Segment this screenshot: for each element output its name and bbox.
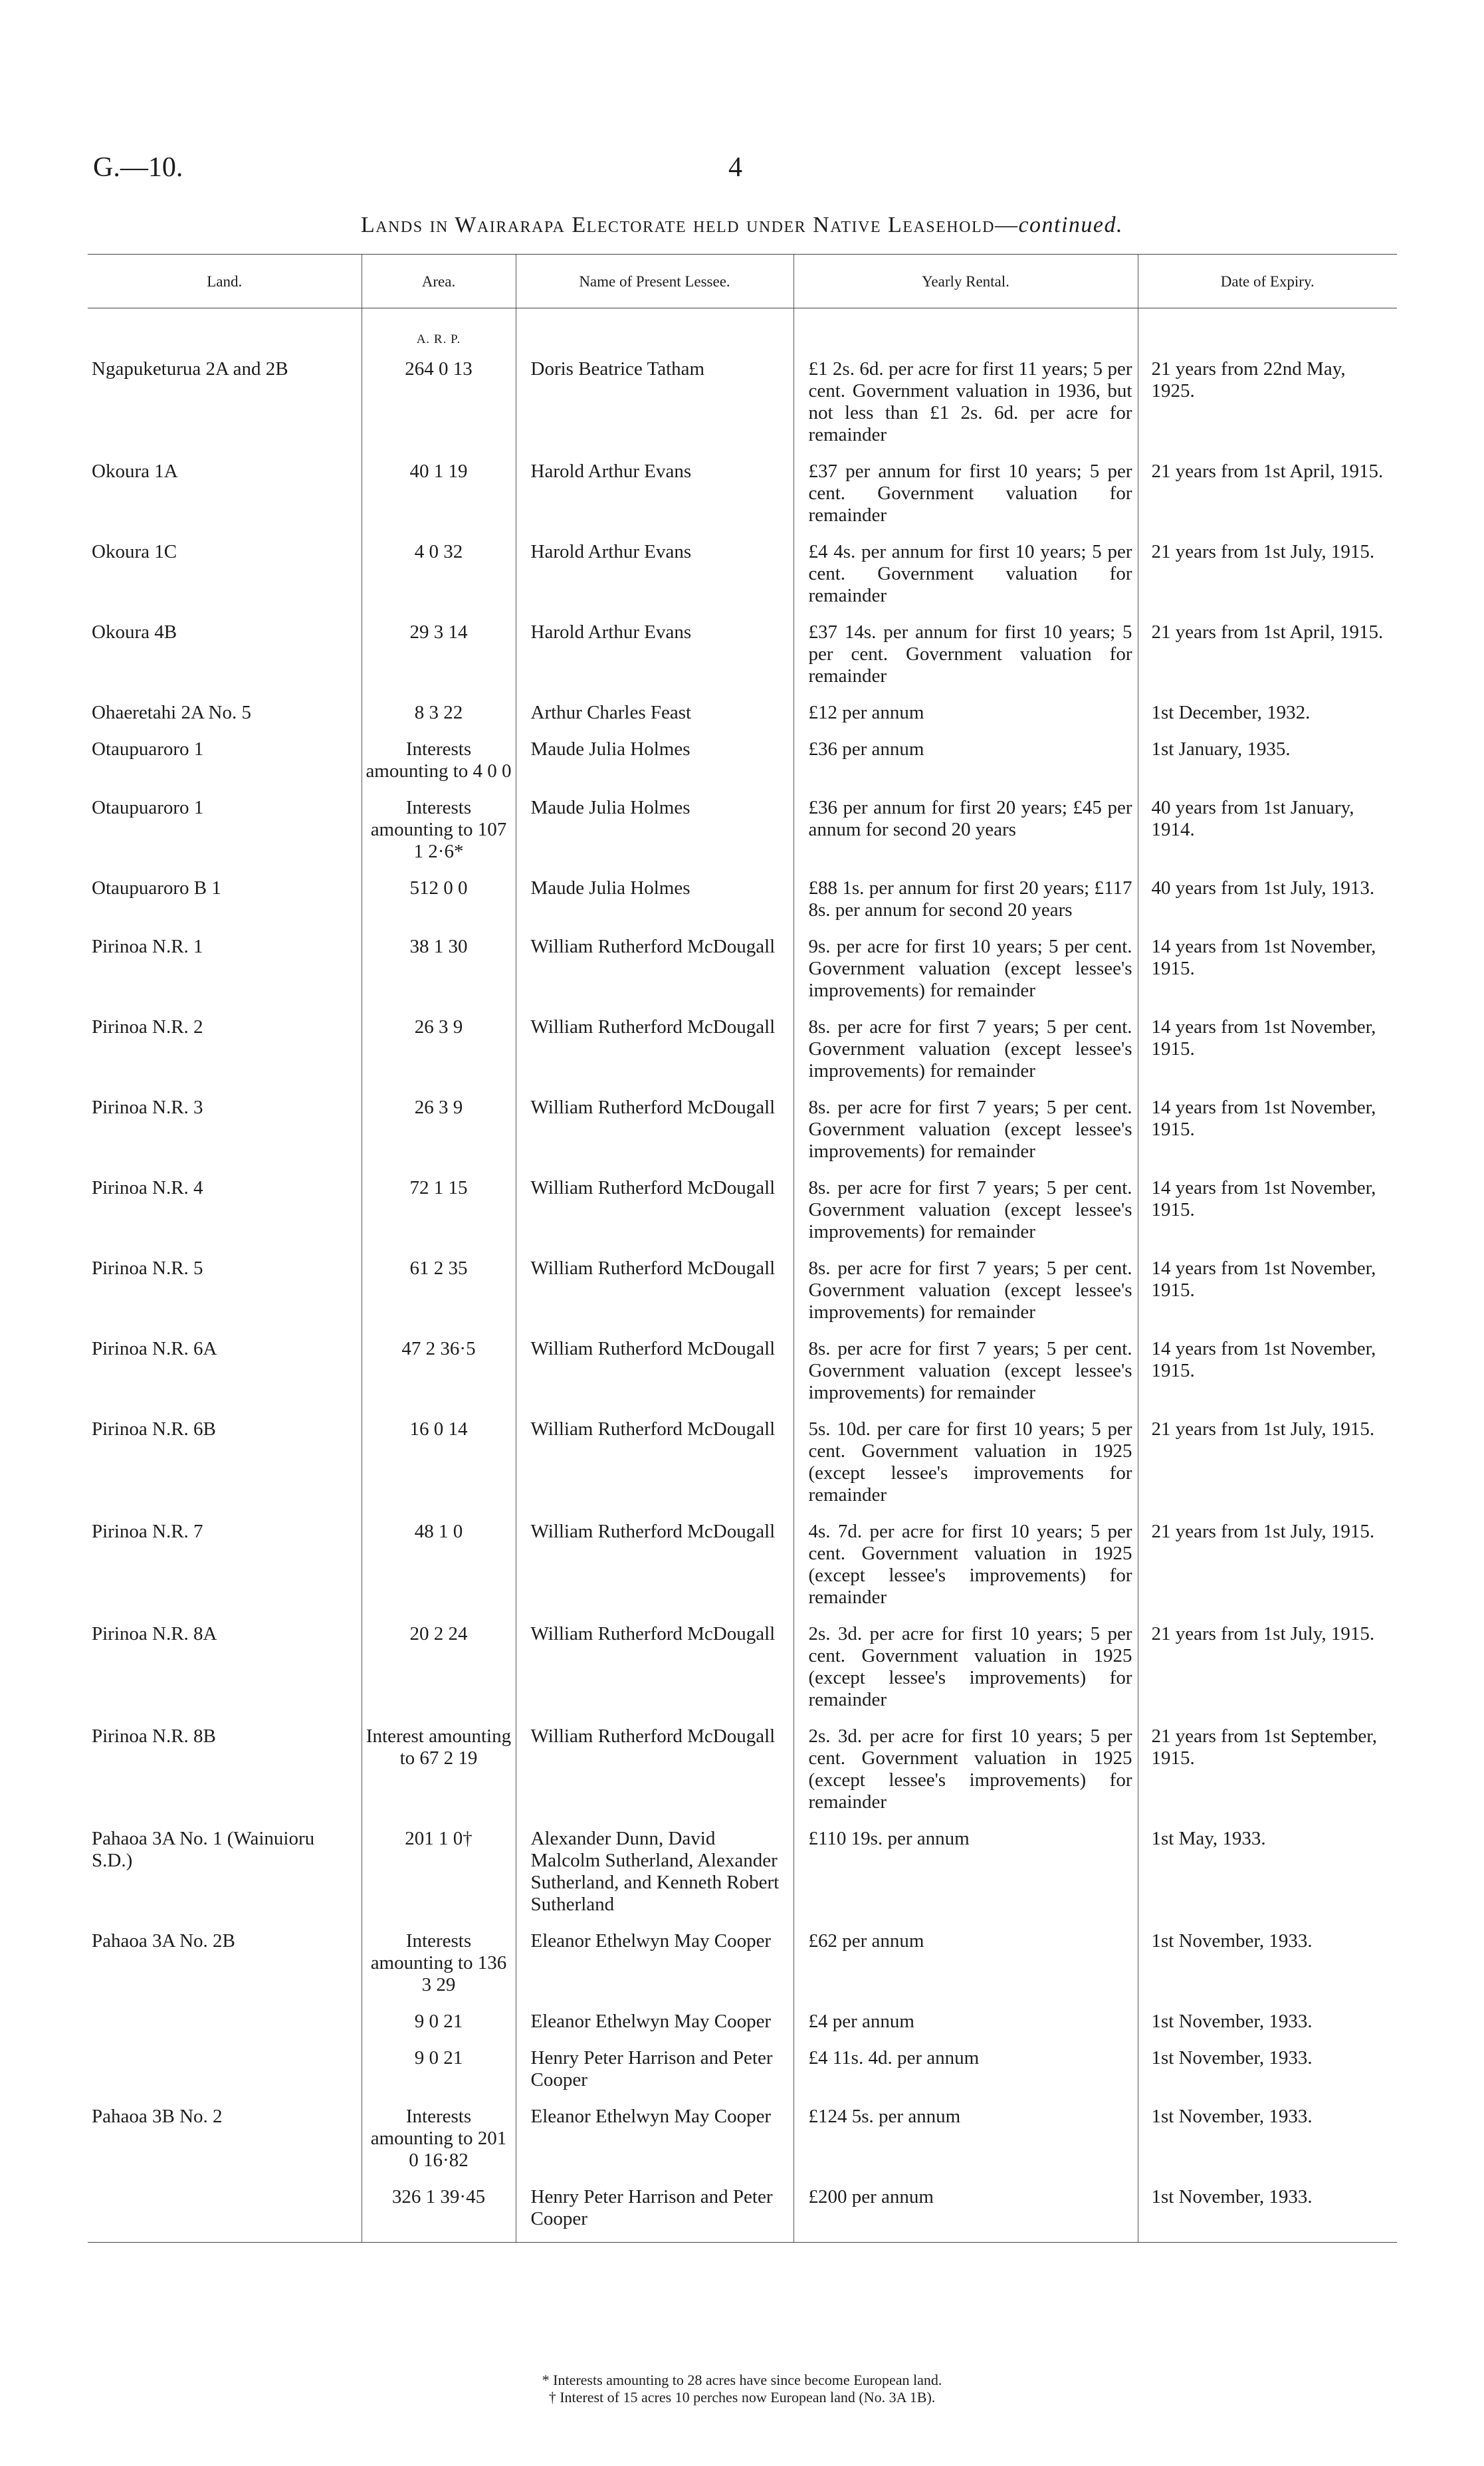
- land-cell: [88, 1008, 362, 1089]
- land-cell-text: Pirinoa N.R. 7: [92, 1521, 203, 1542]
- units-row: [88, 308, 1397, 351]
- lessee-cell-text: Eleanor Ethelwyn May Cooper: [530, 2011, 772, 2032]
- expiry-cell-text: 21 years from 1st April, 1915.: [1151, 461, 1384, 482]
- title-main: Lands in Wairarapa Electorate held under Native Leasehold—: [360, 213, 1019, 237]
- expiry-cell-text: 14 years from 1st November, 1915.: [1151, 1258, 1376, 1301]
- expiry-cell: [1138, 928, 1397, 1008]
- land-cell: [88, 1615, 362, 1718]
- leasehold-table: [88, 254, 1397, 2243]
- page-title: [0, 213, 1484, 238]
- lessee-cell-text: Maude Julia Holmes: [530, 877, 690, 899]
- land-cell-text: Pirinoa N.R. 1: [92, 936, 203, 957]
- expiry-cell: [1138, 2098, 1397, 2178]
- area-cell: [362, 350, 516, 453]
- expiry-cell: [1138, 1615, 1397, 1718]
- lessee-cell: [516, 2003, 794, 2039]
- lessee-cell: [516, 1089, 794, 1169]
- rental-cell: [794, 928, 1138, 1008]
- area-cell: [362, 1513, 516, 1615]
- area-units: A. R. P.: [362, 308, 516, 351]
- page-code: G.—10.: [93, 152, 183, 183]
- area-cell-text: 40 1 19: [409, 461, 468, 482]
- table-row: [88, 453, 1397, 533]
- area-cell-text: 201 1 0†: [405, 1828, 473, 1849]
- expiry-cell: [1138, 2039, 1397, 2098]
- lessee-cell: [516, 1718, 794, 1820]
- rental-cell-text: 8s. per acre for first 7 years; 5 per cent. Government valuation (except lessee's improvements) for remainder: [808, 1016, 1132, 1081]
- table-row: [88, 1820, 1397, 1922]
- lessee-cell-text: William Rutherford McDougall: [530, 1521, 776, 1542]
- land-cell-text: Pirinoa N.R. 6A: [92, 1338, 217, 1359]
- expiry-cell: [1138, 614, 1397, 694]
- table-row: [88, 928, 1397, 1008]
- lessee-cell-text: Doris Beatrice Tatham: [530, 358, 705, 380]
- land-cell-text: Pahaoa 3B No. 2: [92, 2106, 223, 2127]
- rental-cell: [794, 730, 1138, 789]
- lessee-cell: [516, 869, 794, 928]
- area-cell-text: 4 0 32: [414, 541, 463, 562]
- rental-cell-text: 8s. per acre for first 7 years; 5 per cent. Government valuation (except lessee's improvements) for remainder: [808, 1338, 1132, 1403]
- lessee-cell-text: Eleanor Ethelwyn May Cooper: [530, 2106, 772, 2127]
- land-cell-text: Otaupuaroro B 1: [92, 877, 221, 899]
- lessee-cell-text: Maude Julia Holmes: [530, 738, 690, 760]
- rental-cell-text: 5s. 10d. per care for first 10 years; 5 per cent. Government valuation in 1925 (except lessee's improvements for remainder: [808, 1418, 1132, 1506]
- land-cell-text: Pirinoa N.R. 6B: [92, 1418, 216, 1440]
- land-cell: [88, 1513, 362, 1615]
- col-header-land: Land.: [88, 255, 362, 308]
- land-cell-text: Pahaoa 3A No. 2B: [92, 1930, 235, 1952]
- rental-cell-text: £37 14s. per annum for first 10 years; 5 per cent. Government valuation for remainder: [808, 621, 1132, 687]
- footnote: * Interests amounting to 28 acres have since become European land.: [542, 2372, 942, 2388]
- area-cell-text: 512 0 0: [409, 877, 468, 899]
- lessee-cell: [516, 614, 794, 694]
- expiry-cell: [1138, 533, 1397, 614]
- area-cell-text: 264 0 13: [405, 358, 473, 380]
- table-row: [88, 1922, 1397, 2003]
- area-cell-text: 8 3 22: [414, 702, 463, 723]
- expiry-cell-text: 21 years from 1st July, 1915.: [1151, 541, 1375, 562]
- lessee-cell-text: William Rutherford McDougall: [530, 1338, 776, 1359]
- land-cell-text: Pirinoa N.R. 4: [92, 1177, 203, 1198]
- rental-cell: [794, 2098, 1138, 2178]
- expiry-cell: [1138, 1330, 1397, 1410]
- expiry-cell: [1138, 789, 1397, 869]
- expiry-cell-text: 21 years from 1st April, 1915.: [1151, 621, 1384, 643]
- lessee-cell-text: Arthur Charles Feast: [530, 702, 692, 723]
- land-cell: [88, 2098, 362, 2178]
- land-cell: [88, 1330, 362, 1410]
- footnote: † Interest of 15 acres 10 perches now European land (No. 3A 1B).: [548, 2389, 936, 2406]
- land-cell-text: Okoura 1A: [92, 461, 178, 482]
- expiry-cell-text: 14 years from 1st November, 1915.: [1151, 1016, 1376, 1060]
- land-cell-text: Pahaoa 3A No. 1 (Wainuioru S.D.): [92, 1828, 315, 1871]
- rental-cell: [794, 1089, 1138, 1169]
- area-cell-text: Interests amounting to 107 1 2·6*: [370, 797, 507, 862]
- area-cell: [362, 1008, 516, 1089]
- table-row: [88, 1330, 1397, 1410]
- lessee-cell: [516, 453, 794, 533]
- lessee-cell: [516, 730, 794, 789]
- area-cell: [362, 2003, 516, 2039]
- area-cell-text: 48 1 0: [414, 1521, 463, 1542]
- lessee-cell-text: Eleanor Ethelwyn May Cooper: [530, 1930, 772, 1952]
- rental-cell: [794, 1008, 1138, 1089]
- expiry-cell: [1138, 730, 1397, 789]
- expiry-cell-text: 1st November, 1933.: [1151, 2011, 1313, 2032]
- rental-cell-text: £36 per annum: [808, 738, 924, 760]
- area-cell: [362, 2178, 516, 2243]
- land-cell: [88, 533, 362, 614]
- table-row: [88, 1615, 1397, 1718]
- area-cell-text: 326 1 39·45: [391, 2186, 486, 2207]
- rental-cell: [794, 1513, 1138, 1615]
- rental-cell-text: £36 per annum for first 20 years; £45 per annum for second 20 years: [808, 797, 1132, 840]
- table-row: [88, 1089, 1397, 1169]
- rental-cell: [794, 1410, 1138, 1513]
- land-cell: [88, 1410, 362, 1513]
- area-cell-text: 9 0 21: [414, 2011, 463, 2032]
- rental-cell: [794, 2178, 1138, 2243]
- expiry-cell-text: 40 years from 1st July, 1913.: [1151, 877, 1375, 899]
- area-cell-text: 26 3 9: [414, 1016, 463, 1038]
- land-cell: [88, 694, 362, 730]
- land-cell: [88, 869, 362, 928]
- rental-cell: [794, 453, 1138, 533]
- rental-cell: [794, 533, 1138, 614]
- land-cell: [88, 730, 362, 789]
- expiry-cell-text: 1st January, 1935.: [1151, 738, 1291, 760]
- col-header-area: Area.: [362, 255, 516, 308]
- land-cell: [88, 789, 362, 869]
- rental-cell: [794, 1718, 1138, 1820]
- area-cell-text: Interests amounting to 4 0 0: [366, 738, 512, 782]
- rental-cell-text: £4 4s. per annum for first 10 years; 5 per cent. Government valuation for remainder: [808, 541, 1132, 606]
- rental-cell-text: £1 2s. 6d. per acre for first 11 years; 5 per cent. Government valuation in 1936, but not less than £1 2s. 6d. per acre for remainder: [808, 358, 1132, 445]
- lessee-cell: [516, 1008, 794, 1089]
- expiry-cell-text: 21 years from 1st July, 1915.: [1151, 1418, 1375, 1440]
- area-cell-text: 72 1 15: [409, 1177, 468, 1198]
- expiry-cell-text: 1st November, 1933.: [1151, 2186, 1313, 2207]
- lessee-cell-text: William Rutherford McDougall: [530, 1418, 776, 1440]
- rental-cell-text: 8s. per acre for first 7 years; 5 per cent. Government valuation (except lessee's improvements) for remainder: [808, 1177, 1132, 1242]
- area-cell-text: 26 3 9: [414, 1097, 463, 1118]
- page-number: 4: [728, 152, 742, 183]
- lessee-cell-text: William Rutherford McDougall: [530, 1097, 776, 1118]
- lessee-cell: [516, 1330, 794, 1410]
- lessee-cell: [516, 694, 794, 730]
- rental-cell: [794, 694, 1138, 730]
- expiry-cell: [1138, 1922, 1397, 2003]
- expiry-cell-text: 1st December, 1932.: [1151, 702, 1311, 723]
- land-cell: [88, 1718, 362, 1820]
- table-row: [88, 1008, 1397, 1089]
- rental-cell-text: £124 5s. per annum: [808, 2106, 961, 2127]
- area-cell: [362, 614, 516, 694]
- expiry-cell: [1138, 350, 1397, 453]
- land-cell: [88, 453, 362, 533]
- land-cell-text: Pirinoa N.R. 2: [92, 1016, 203, 1038]
- rental-cell-text: £4 per annum: [808, 2011, 914, 2032]
- expiry-cell: [1138, 453, 1397, 533]
- expiry-cell: [1138, 1089, 1397, 1169]
- lessee-cell: [516, 2178, 794, 2243]
- area-cell: [362, 1820, 516, 1922]
- expiry-cell: [1138, 1718, 1397, 1820]
- rental-cell-text: £37 per annum for first 10 years; 5 per cent. Government valuation for remainder: [808, 461, 1132, 526]
- lessee-cell-text: William Rutherford McDougall: [530, 1016, 776, 1038]
- rental-cell: [794, 1169, 1138, 1250]
- lessee-cell-text: William Rutherford McDougall: [530, 1726, 776, 1747]
- table-row: [88, 350, 1397, 453]
- expiry-cell-text: 1st November, 1933.: [1151, 2106, 1313, 2127]
- area-cell: [362, 1250, 516, 1330]
- table-row: [88, 1513, 1397, 1615]
- lessee-cell: [516, 350, 794, 453]
- area-cell: [362, 789, 516, 869]
- rental-cell: [794, 1922, 1138, 2003]
- area-cell: [362, 694, 516, 730]
- rental-cell: [794, 2039, 1138, 2098]
- table-row: [88, 2178, 1397, 2243]
- lessee-cell-text: Harold Arthur Evans: [530, 541, 692, 562]
- table-row: [88, 694, 1397, 730]
- land-cell-text: Otaupuaroro 1: [92, 797, 204, 818]
- expiry-cell: [1138, 694, 1397, 730]
- table-row: [88, 789, 1397, 869]
- rental-cell-text: £88 1s. per annum for first 20 years; £117 8s. per annum for second 20 years: [808, 877, 1132, 921]
- col-header-lessee: Name of Present Lessee.: [516, 255, 794, 308]
- rental-cell-text: 4s. 7d. per acre for first 10 years; 5 per cent. Government valuation in 1925 (except lessee's improvements) for remainder: [808, 1521, 1132, 1608]
- expiry-cell: [1138, 869, 1397, 928]
- lessee-cell: [516, 1410, 794, 1513]
- expiry-cell: [1138, 1410, 1397, 1513]
- land-cell: [88, 1250, 362, 1330]
- expiry-cell-text: 21 years from 1st July, 1915.: [1151, 1623, 1375, 1644]
- area-cell-text: 20 2 24: [409, 1623, 468, 1644]
- land-cell: [88, 1820, 362, 1922]
- lessee-cell-text: William Rutherford McDougall: [530, 1623, 776, 1644]
- land-cell-text: Otaupuaroro 1: [92, 738, 204, 760]
- col-header-expiry: Date of Expiry.: [1138, 255, 1397, 308]
- expiry-cell-text: 1st November, 1933.: [1151, 2047, 1313, 2069]
- table-row: [88, 2098, 1397, 2178]
- rental-cell-text: 2s. 3d. per acre for first 10 years; 5 per cent. Government valuation in 1925 (except lessee's improvements) for remainder: [808, 1623, 1132, 1710]
- table-row: [88, 1718, 1397, 1820]
- lessee-cell: [516, 1513, 794, 1615]
- header-row: [88, 255, 1397, 308]
- rental-cell: [794, 1820, 1138, 1922]
- rental-cell: [794, 1330, 1138, 1410]
- area-cell: [362, 1615, 516, 1718]
- lessee-cell: [516, 533, 794, 614]
- rental-cell: [794, 1250, 1138, 1330]
- rental-cell-text: £200 per annum: [808, 2186, 934, 2207]
- land-cell-text: Okoura 1C: [92, 541, 177, 562]
- expiry-cell: [1138, 1250, 1397, 1330]
- area-cell-text: 9 0 21: [414, 2047, 463, 2069]
- land-cell-text: Okoura 4B: [92, 621, 177, 643]
- rental-cell-text: 8s. per acre for first 7 years; 5 per cent. Government valuation (except lessee's improvements) for remainder: [808, 1097, 1132, 1162]
- expiry-cell-text: 14 years from 1st November, 1915.: [1151, 1177, 1376, 1220]
- area-cell: [362, 1718, 516, 1820]
- rental-cell-text: 8s. per acre for first 7 years; 5 per cent. Government valuation (except lessee's improvements) for remainder: [808, 1258, 1132, 1323]
- expiry-cell: [1138, 1820, 1397, 1922]
- land-cell-text: Pirinoa N.R. 3: [92, 1097, 203, 1118]
- rental-cell-text: £4 11s. 4d. per annum: [808, 2047, 980, 2069]
- area-cell: [362, 1330, 516, 1410]
- land-cell: [88, 1089, 362, 1169]
- rental-cell: [794, 869, 1138, 928]
- lessee-cell-text: Henry Peter Harrison and Peter Cooper: [530, 2186, 773, 2229]
- table-row: [88, 2003, 1397, 2039]
- lessee-cell-text: William Rutherford McDougall: [530, 936, 776, 957]
- rental-cell: [794, 789, 1138, 869]
- footnotes: [0, 2372, 1484, 2406]
- lessee-cell: [516, 1250, 794, 1330]
- lessee-cell: [516, 928, 794, 1008]
- lessee-cell-text: William Rutherford McDougall: [530, 1177, 776, 1198]
- table-row: [88, 730, 1397, 789]
- rental-cell-text: £12 per annum: [808, 702, 924, 723]
- expiry-cell-text: 21 years from 1st July, 1915.: [1151, 1521, 1375, 1542]
- area-cell: [362, 869, 516, 928]
- area-cell: [362, 730, 516, 789]
- land-cell: [88, 928, 362, 1008]
- lessee-cell-text: William Rutherford McDougall: [530, 1258, 776, 1279]
- lessee-cell: [516, 2098, 794, 2178]
- area-cell-text: Interests amounting to 136 3 29: [370, 1930, 507, 1995]
- lessee-cell: [516, 1169, 794, 1250]
- expiry-cell: [1138, 2178, 1397, 2243]
- table-row: [88, 1250, 1397, 1330]
- lessee-cell-text: Harold Arthur Evans: [530, 461, 692, 482]
- rental-cell: [794, 350, 1138, 453]
- expiry-cell-text: 14 years from 1st November, 1915.: [1151, 1338, 1376, 1381]
- land-cell-text: Pirinoa N.R. 5: [92, 1258, 203, 1279]
- rental-cell-text: 2s. 3d. per acre for first 10 years; 5 per cent. Government valuation in 1925 (except lessee's improvements) for remainder: [808, 1726, 1132, 1813]
- area-cell-text: 47 2 36·5: [401, 1338, 476, 1359]
- land-cell-text: Ohaeretahi 2A No. 5: [92, 702, 251, 723]
- expiry-cell-text: 40 years from 1st January, 1914.: [1151, 797, 1354, 840]
- rental-cell: [794, 614, 1138, 694]
- rental-cell: [794, 1615, 1138, 1718]
- land-cell: [88, 1169, 362, 1250]
- area-cell: [362, 1089, 516, 1169]
- col-header-rental: Yearly Rental.: [794, 255, 1138, 308]
- expiry-cell-text: 21 years from 22nd May, 1925.: [1151, 358, 1346, 401]
- expiry-cell: [1138, 1513, 1397, 1615]
- expiry-cell: [1138, 1008, 1397, 1089]
- lessee-cell-text: Henry Peter Harrison and Peter Cooper: [530, 2047, 773, 2090]
- area-cell-text: 16 0 14: [409, 1418, 468, 1440]
- lessee-cell: [516, 2039, 794, 2098]
- lessee-cell-text: Maude Julia Holmes: [530, 797, 690, 818]
- table-row: [88, 533, 1397, 614]
- area-cell-text: 38 1 30: [409, 936, 468, 957]
- area-cell-text: Interests amounting to 201 0 16·82: [370, 2106, 507, 2171]
- area-cell-text: 61 2 35: [409, 1258, 468, 1279]
- expiry-cell-text: 21 years from 1st September, 1915.: [1151, 1726, 1378, 1769]
- area-cell: [362, 453, 516, 533]
- expiry-cell-text: 1st November, 1933.: [1151, 1930, 1313, 1952]
- land-cell: [88, 2003, 362, 2039]
- land-cell: [88, 614, 362, 694]
- rental-cell-text: £62 per annum: [808, 1930, 924, 1952]
- land-cell: [88, 350, 362, 453]
- lessee-cell-text: Harold Arthur Evans: [530, 621, 692, 643]
- lessee-cell: [516, 789, 794, 869]
- land-cell-text: Ngapuketurua 2A and 2B: [92, 358, 288, 380]
- area-cell: [362, 533, 516, 614]
- area-cell: [362, 1410, 516, 1513]
- area-cell: [362, 2098, 516, 2178]
- table-row: [88, 1169, 1397, 1250]
- land-cell-text: Pirinoa N.R. 8B: [92, 1726, 216, 1747]
- area-cell: [362, 1169, 516, 1250]
- rental-cell: [794, 2003, 1138, 2039]
- expiry-cell-text: 14 years from 1st November, 1915.: [1151, 1097, 1376, 1140]
- rental-cell-text: £110 19s. per annum: [808, 1828, 970, 1849]
- expiry-cell: [1138, 1169, 1397, 1250]
- expiry-cell-text: 14 years from 1st November, 1915.: [1151, 936, 1376, 979]
- table-row: [88, 614, 1397, 694]
- rental-cell-text: 9s. per acre for first 10 years; 5 per cent. Government valuation (except lessee's improvements) for remainder: [808, 936, 1132, 1001]
- lessee-cell: [516, 1820, 794, 1922]
- area-cell: [362, 1922, 516, 2003]
- lessee-cell-text: Alexander Dunn, David Malcolm Sutherland, Alexander Sutherland, and Kenneth Robert Sutherland: [530, 1828, 780, 1915]
- table-row: [88, 1410, 1397, 1513]
- area-cell-text: Interest amounting to 67 2 19: [366, 1726, 512, 1769]
- table-row: [88, 869, 1397, 928]
- expiry-cell: [1138, 2003, 1397, 2039]
- lessee-cell: [516, 1615, 794, 1718]
- area-cell-text: 29 3 14: [409, 621, 468, 643]
- lessee-cell: [516, 1922, 794, 2003]
- land-cell: [88, 2178, 362, 2243]
- area-cell: [362, 928, 516, 1008]
- land-cell: [88, 1922, 362, 2003]
- land-cell: [88, 2039, 362, 2098]
- expiry-cell-text: 1st May, 1933.: [1151, 1828, 1266, 1849]
- table-row: [88, 2039, 1397, 2098]
- title-continued: continued.: [1018, 213, 1124, 237]
- land-cell-text: Pirinoa N.R. 8A: [92, 1623, 217, 1644]
- area-cell: [362, 2039, 516, 2098]
